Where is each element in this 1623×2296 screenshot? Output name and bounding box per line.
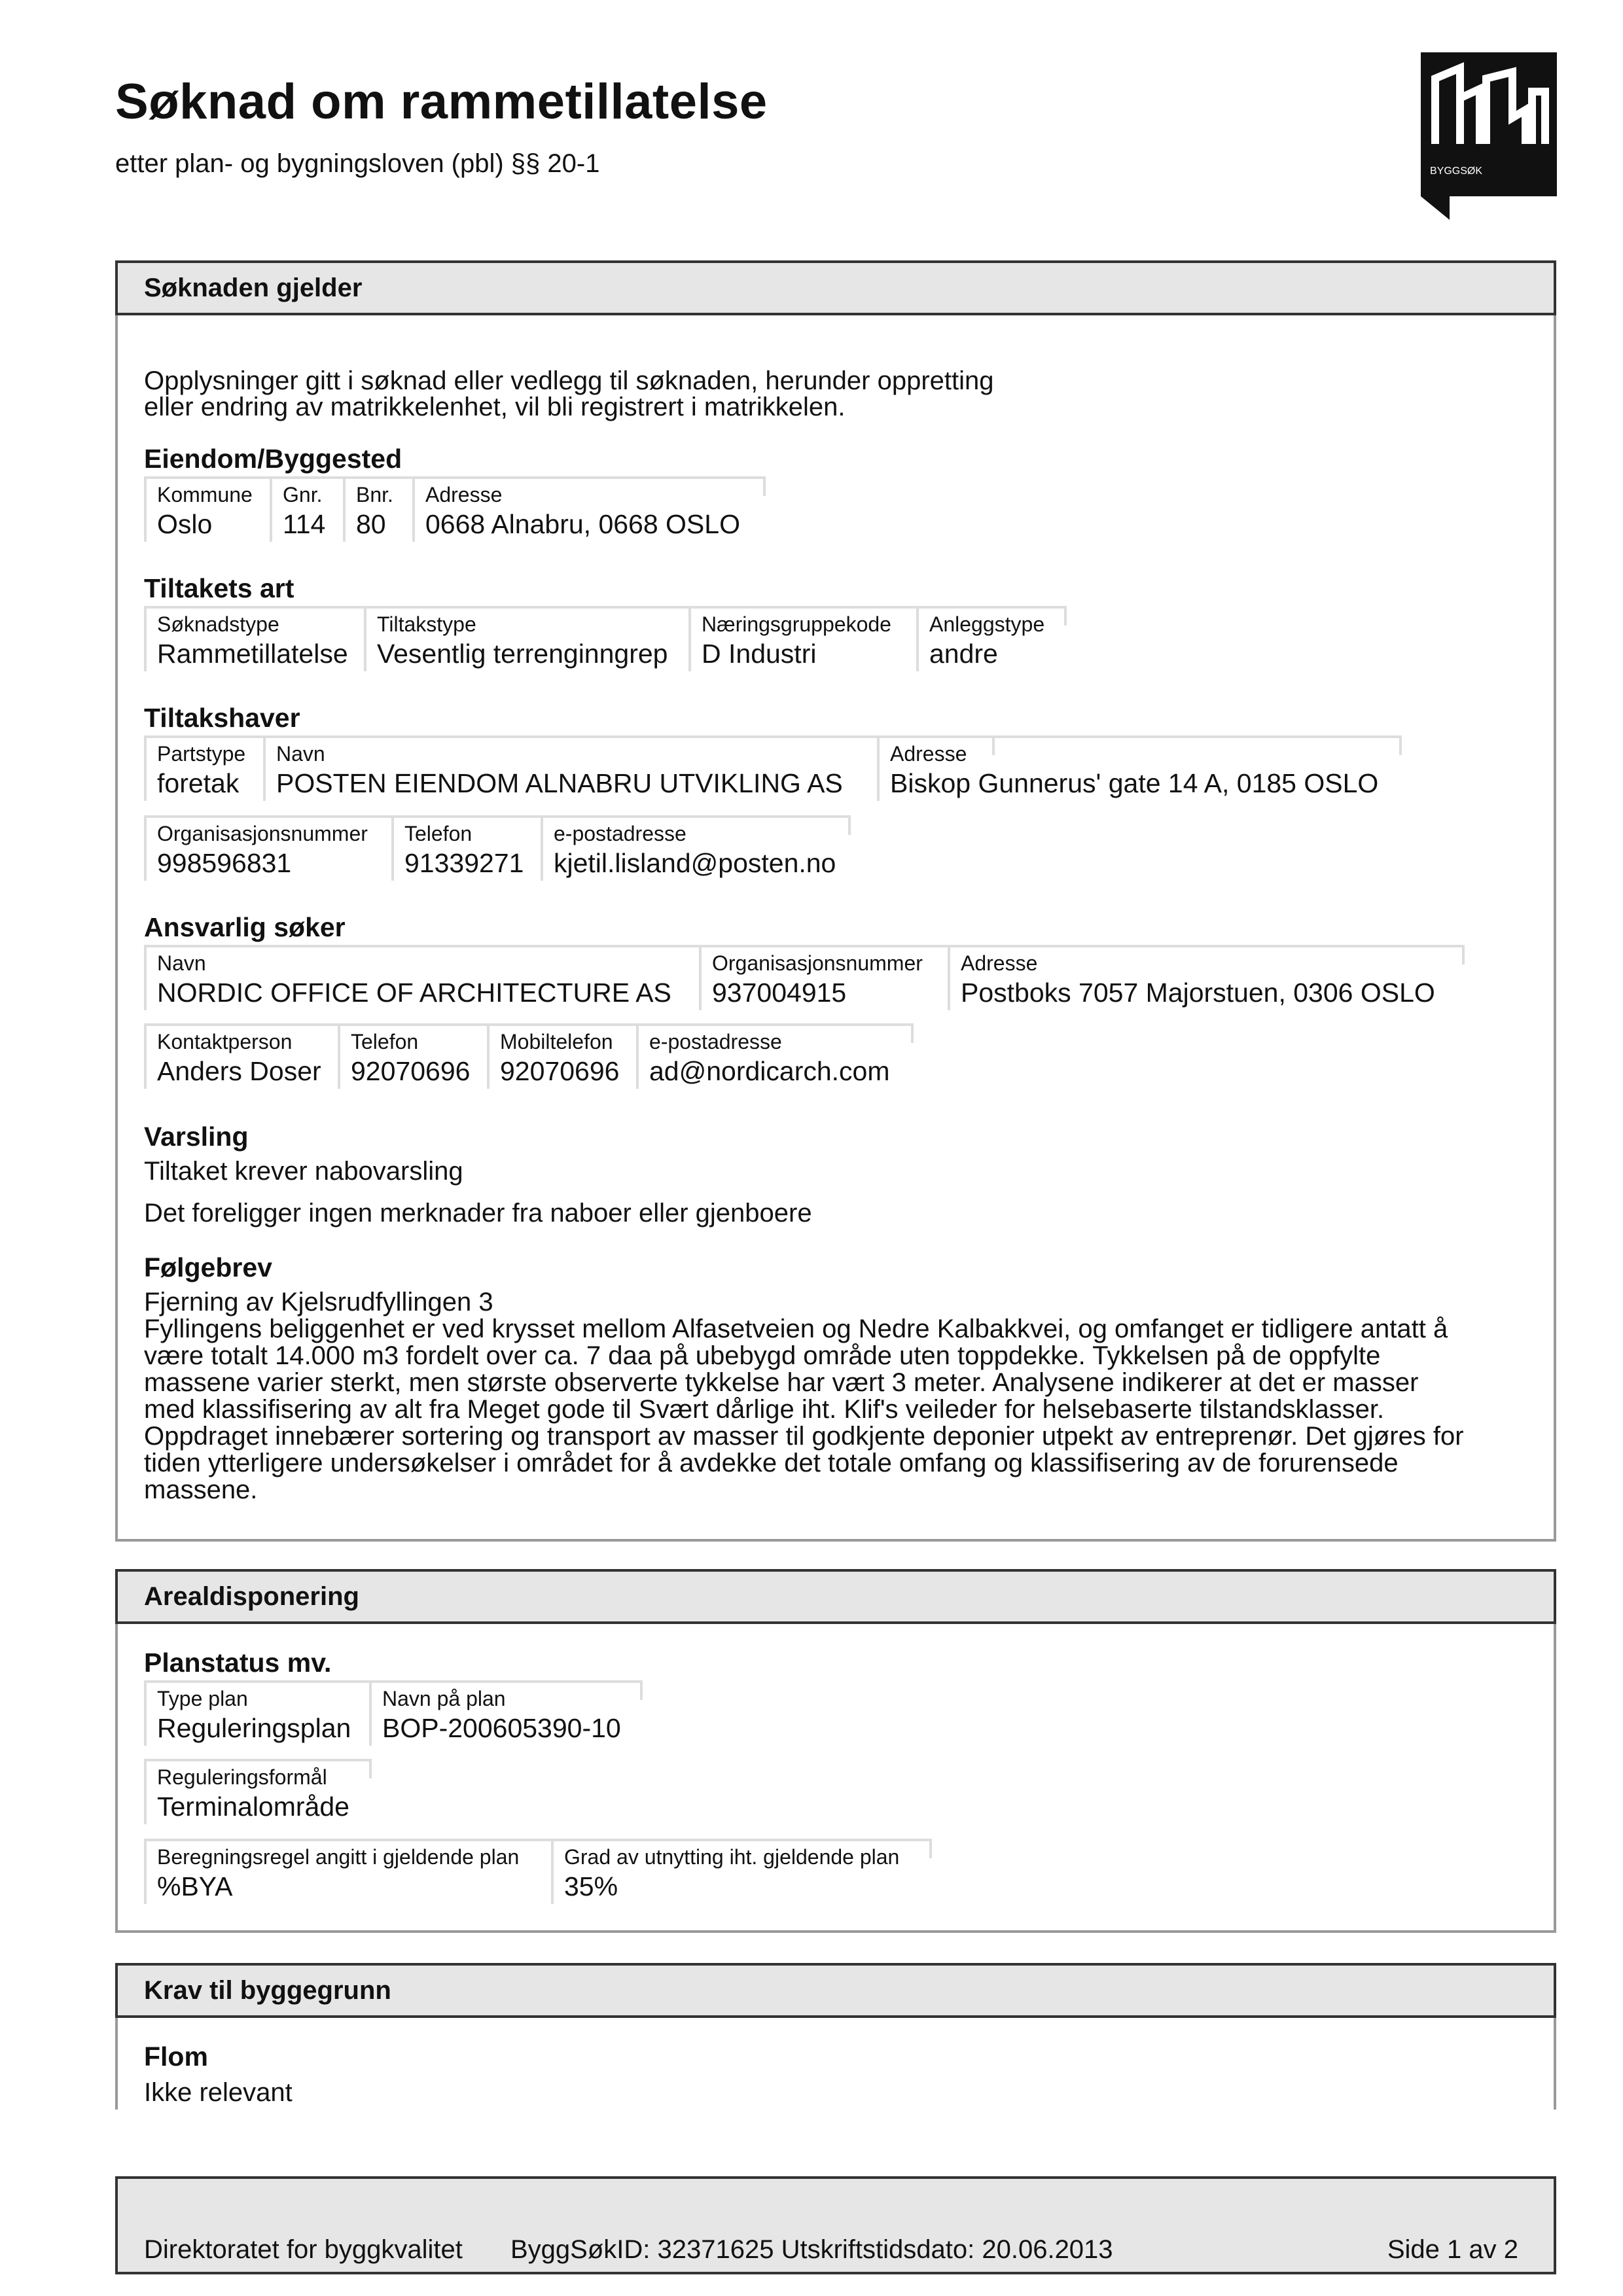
field-bnr: Bnr. 80 xyxy=(343,476,412,542)
field-grad-av-utnytting: Grad av utnytting iht. gjeldende plan 35% xyxy=(551,1839,929,1904)
eiendom-heading: Eiendom/Byggested xyxy=(144,444,402,474)
varsling-line1: Tiltaket krever nabovarsling xyxy=(144,1157,463,1186)
field-adresse: Adresse 0668 Alnabru, 0668 OSLO xyxy=(412,476,763,542)
varsling-heading: Varsling xyxy=(144,1122,249,1152)
field-anleggstype: Anleggstype andre xyxy=(916,606,1064,671)
varsling-line2: Det foreligger ingen merknader fra naboer eller gjenboere xyxy=(144,1199,812,1227)
field-gnr: Gnr. 114 xyxy=(270,476,343,542)
planstatus-heading: Planstatus mv. xyxy=(144,1648,332,1678)
section-soknaden-gjelder xyxy=(115,260,1556,1542)
flom-heading: Flom xyxy=(144,2041,208,2072)
field-navn-pa-plan: Navn på plan BOP-200605390-10 xyxy=(369,1680,640,1746)
field-tiltakshaver-navn: Navn POSTEN EIENDOM ALNABRU UTVIKLING AS xyxy=(263,735,992,801)
field-soknadstype: Søknadstype Rammetillatelse xyxy=(144,606,364,671)
field-partstype: Partstype foretak xyxy=(144,735,263,801)
section-krav-til-byggegrunn xyxy=(115,1963,1556,2110)
intro-text-line1: Opplysninger gitt i søknad eller vedlegg til søknaden, herunder oppretting xyxy=(144,366,994,395)
field-kontaktperson: Kontaktperson Anders Doser xyxy=(144,1023,338,1089)
footer-org: Direktoratet for byggkvalitet xyxy=(144,2235,463,2264)
folgebrev-heading: Følgebrev xyxy=(144,1252,272,1282)
field-tiltakstype: Tiltakstype Vesentlig terrenginngrep xyxy=(364,606,688,671)
section-arealdisponering xyxy=(115,1569,1556,1933)
flom-text: Ikke relevant xyxy=(144,2078,293,2107)
field-kommune: Kommune Oslo xyxy=(144,476,270,542)
section-title: Arealdisponering xyxy=(144,1582,359,1611)
field-reguleringsformal: Reguleringsformål Terminalområde xyxy=(144,1759,369,1824)
footer-id: ByggSøkID: 32371625 Utskriftstidsdato: 20.06.2013 xyxy=(510,2235,1113,2264)
field-beregningsregel: Beregningsregel angitt i gjeldende plan %BYA xyxy=(144,1839,551,1904)
field-ansvarlig-navn: Navn NORDIC OFFICE OF ARCHITECTURE AS xyxy=(144,945,699,1010)
field-ansvarlig-orgnr: Organisasjonsnummer 937004915 xyxy=(699,945,948,1010)
folgebrev-text: Fjerning av Kjelsrudfyllingen 3 Fyllingens beliggenhet er ved krysset mellom Alfasetveien og Nedre Kalbakkvei, og omfanget er tidligere antatt å være totalt 14.000 m3 fordelt over ca. 7 daa på ubebygd område uten toppdekke. Tykkelsen på de oppfylte massene varier sterkt, men største observerte tykkelse har vært 3 meter. Analysene indikerer at det er masser med klassifisering av alt fra Meget gode til Svært dårlige iht. Klif's veileder for helsebaserte tilstandsklasser. Oppdraget innebærer sortering og transport av masser til godkjente deponier utpekt av entreprenør. Det gjøres for tiden ytterligere undersøkelser i området for å avdekke det totale omfang og klassifisering av de forurensede massene. xyxy=(144,1288,1464,1504)
tiltakets-art-heading: Tiltakets art xyxy=(144,573,294,603)
field-ansvarlig-epost: e-postadresse ad@nordicarch.com xyxy=(636,1023,911,1089)
byggsok-logo xyxy=(1421,52,1557,220)
field-ansvarlig-telefon: Telefon 92070696 xyxy=(338,1023,487,1089)
footer-page-number: Side 1 av 2 xyxy=(1387,2235,1518,2264)
byggsok-logo-icon xyxy=(1421,52,1557,220)
field-tiltakshaver-epost: e-postadresse kjetil.lisland@posten.no xyxy=(541,815,848,881)
logo-text: BYGGSØK xyxy=(1430,166,1483,177)
section-title: Krav til byggegrunn xyxy=(144,1976,391,2005)
ansvarlig-soker-heading: Ansvarlig søker xyxy=(144,912,346,942)
section-title: Søknaden gjelder xyxy=(144,274,363,302)
intro-text-line2: eller endring av matrikkelenhet, vil bli registrert i matrikkelen. xyxy=(144,393,846,421)
field-tiltakshaver-telefon: Telefon 91339271 xyxy=(391,815,541,881)
field-tiltakshaver-orgnr: Organisasjonsnummer 998596831 xyxy=(144,815,391,881)
page-footer xyxy=(115,2176,1556,2274)
field-ansvarlig-mobiltelefon: Mobiltelefon 92070696 xyxy=(487,1023,636,1089)
tiltakshaver-heading: Tiltakshaver xyxy=(144,703,300,733)
field-ansvarlig-adresse: Adresse Postboks 7057 Majorstuen, 0306 OSLO xyxy=(948,945,1462,1010)
page-subtitle: etter plan- og bygningsloven (pbl) §§ 20-1 xyxy=(115,149,600,178)
field-type-plan: Type plan Reguleringsplan xyxy=(144,1680,369,1746)
page-title: Søknad om rammetillatelse xyxy=(115,74,768,130)
field-naringsgruppekode: Næringsgruppekode D Industri xyxy=(688,606,916,671)
field-tiltakshaver-adresse: Adresse Biskop Gunnerus' gate 14 A, 0185 OSLO xyxy=(877,735,1399,801)
